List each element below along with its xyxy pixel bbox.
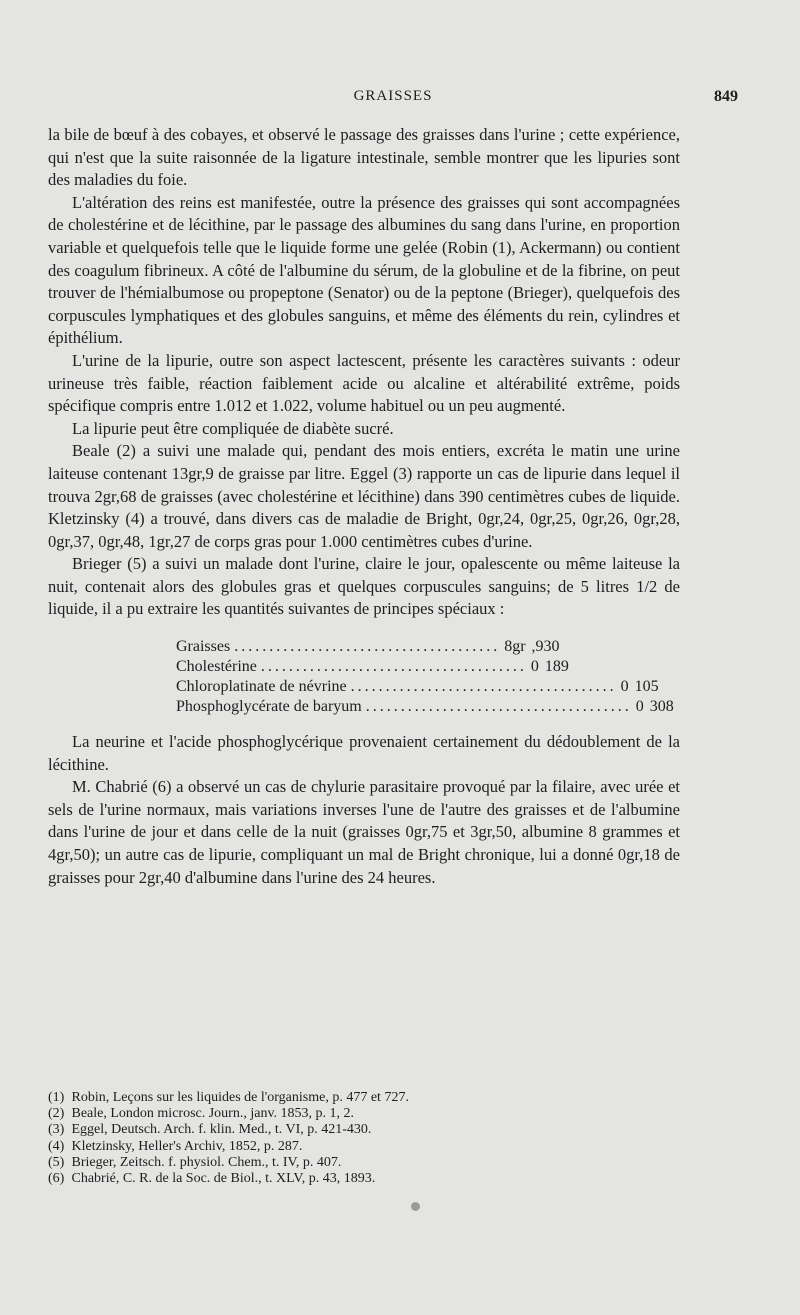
footnote-text: Beale, London microsc. Journ., janv. 1853, p. 1, 2. xyxy=(71,1106,355,1122)
body-text xyxy=(48,124,680,889)
paragraph: Brieger (5) a suivi un malade dont l'urine, claire le jour, opalescente ou même laiteuse la nuit, contenait alors des globules gras et quelques corpuscules sanguins; de 5 litres 1/2 de liquide, il a pu extraire les quantités suivantes de principes spéciaux : xyxy=(48,554,680,619)
page-number: 849 xyxy=(714,88,738,105)
composition-row xyxy=(176,657,569,677)
paragraph: L'altération des reins est manifestée, outre la présence des graisses qui sont accompagnées de cholestérine et de lécithine, par le passage des albumines du sang dans l'urine, en proportion variable et quelquefois telle que le liquide forme une gelée (Robin (1), Ackermann) ou contient des coagulum fibrineux. A côté de l'albumine du sérum, de la globuline et de la fibrine, on peut trouver de l'hémialbumose ou propeptone (Senator) ou de la peptone (Brieger), quelquefois des corpuscules lymphatiques et des globules sanguins, et même des éléments du rein, cylindres et épithélium. xyxy=(48,192,680,348)
composition-value-dec: 189 xyxy=(544,658,569,676)
footnote-text: Robin, Leçons sur les liquides de l'organisme, p. 477 et 727. xyxy=(71,1090,409,1105)
composition-label: Chloroplatinate de névrine xyxy=(176,678,347,696)
footnote-text: Brieger, Zeitsch. f. physiol. Chem., t. IV, p. 407. xyxy=(71,1154,342,1170)
paragraph: L'urine de la lipurie, outre son aspect lactescent, présente les caractères suivants : odeur urineuse très faible, réaction faiblement acide ou alcaline et altérabilité extrême, poids spécifique compris entre 1.012 et 1.022, volume habituel ou un peu augmenté. xyxy=(48,350,680,416)
composition-value-int: 0 xyxy=(635,698,644,716)
paragraph: La lipurie peut être compliquée de diabète sucré. xyxy=(72,418,394,438)
composition-row xyxy=(176,637,560,657)
leader-dots: ...................................... xyxy=(234,638,501,656)
footnote-number: (3) xyxy=(48,1122,65,1138)
paper-spot xyxy=(411,1202,420,1211)
running-title: GRAISSES xyxy=(353,88,433,104)
footnote-number: (5) xyxy=(48,1154,65,1170)
leader-dots: ...................................... xyxy=(260,658,527,676)
footnote xyxy=(48,1106,688,1122)
footnote xyxy=(48,1139,688,1155)
footnote-text: Chabrié, C. R. de la Soc. de Biol., t. XLV, p. 43, 1893. xyxy=(71,1171,376,1187)
composition-row xyxy=(176,697,674,717)
paragraph: Beale (2) a suivi une malade qui, pendant des mois entiers, excréta le matin une urine laiteuse contenant 13gr,9 de graisse par litre. Eggel (3) rapporte un cas de lipurie dans lequel il trouva 2gr,68 de graisses (avec cholestérine et lécithine) dans 390 centimètres cubes de liquide. Kletzinsky (4) a trouvé, dans divers cas de maladie de Bright, 0gr,24, 0gr,25, 0gr,26, 0gr,28, 0gr,37, 0gr,48, 1gr,27 de corps gras pour 1.000 centimètres cubes d'urine. xyxy=(48,441,680,551)
footnote-number: (2) xyxy=(48,1106,65,1122)
paragraph: La neurine et l'acide phosphoglycérique provenaient certainement du dédoublement de la lécithine. xyxy=(48,732,680,774)
footnote-text: Eggel, Deutsch. Arch. f. klin. Med., t. VI, p. 421-430. xyxy=(71,1122,372,1138)
paragraph: la bile de bœuf à des cobayes, et observé le passage des graisses dans l'urine ; cette expérience, qui n'est que la suite raisonnée de la ligature intestinale, semble montrer que les lipuries sont des maladies du foie. xyxy=(48,125,680,190)
leader-dots: ...................................... xyxy=(365,698,632,716)
leader-dots: ...................................... xyxy=(350,678,617,696)
composition-label: Phosphoglycérate de baryum xyxy=(176,698,362,716)
composition-value-int: 0 xyxy=(620,678,629,696)
footnote xyxy=(48,1155,688,1171)
footnote-text: Kletzinsky, Heller's Archiv, 1852, p. 287. xyxy=(71,1138,303,1154)
composition-value-int: 0 xyxy=(530,658,539,676)
composition-value-int: 8gr xyxy=(504,638,526,656)
footnotes xyxy=(48,1090,688,1187)
footnote xyxy=(48,1090,688,1106)
footnote-number: (6) xyxy=(48,1171,65,1187)
composition-label: Cholestérine xyxy=(176,658,257,676)
composition-row xyxy=(176,677,659,697)
composition-value-dec: 308 xyxy=(649,698,674,716)
composition-label: Graisses xyxy=(176,638,231,656)
composition-value-dec: ,930 xyxy=(531,638,560,656)
composition-table xyxy=(176,637,674,717)
footnote xyxy=(48,1171,688,1187)
footnote-number: (1) xyxy=(48,1090,65,1105)
footnote xyxy=(48,1122,688,1138)
footnote-number: (4) xyxy=(48,1138,65,1154)
paragraph: M. Chabrié (6) a observé un cas de chylurie parasitaire provoqué par la filaire, avec urée et sels de l'urine normaux, mais variations inverses l'une de l'autre des graisses et de l'albumine dans l'urine de jour et dans celle de la nuit (graisses 0gr,75 et 3gr,50, albumine 8 grammes et 4gr,50); un autre cas de lipurie, compliquant un mal de Bright chronique, lui a donné 0gr,18 de graisses pour 2gr,40 d'albumine dans l'urine des 24 heures. xyxy=(48,777,680,887)
composition-value-dec: 105 xyxy=(634,678,659,696)
page-header xyxy=(48,88,738,112)
